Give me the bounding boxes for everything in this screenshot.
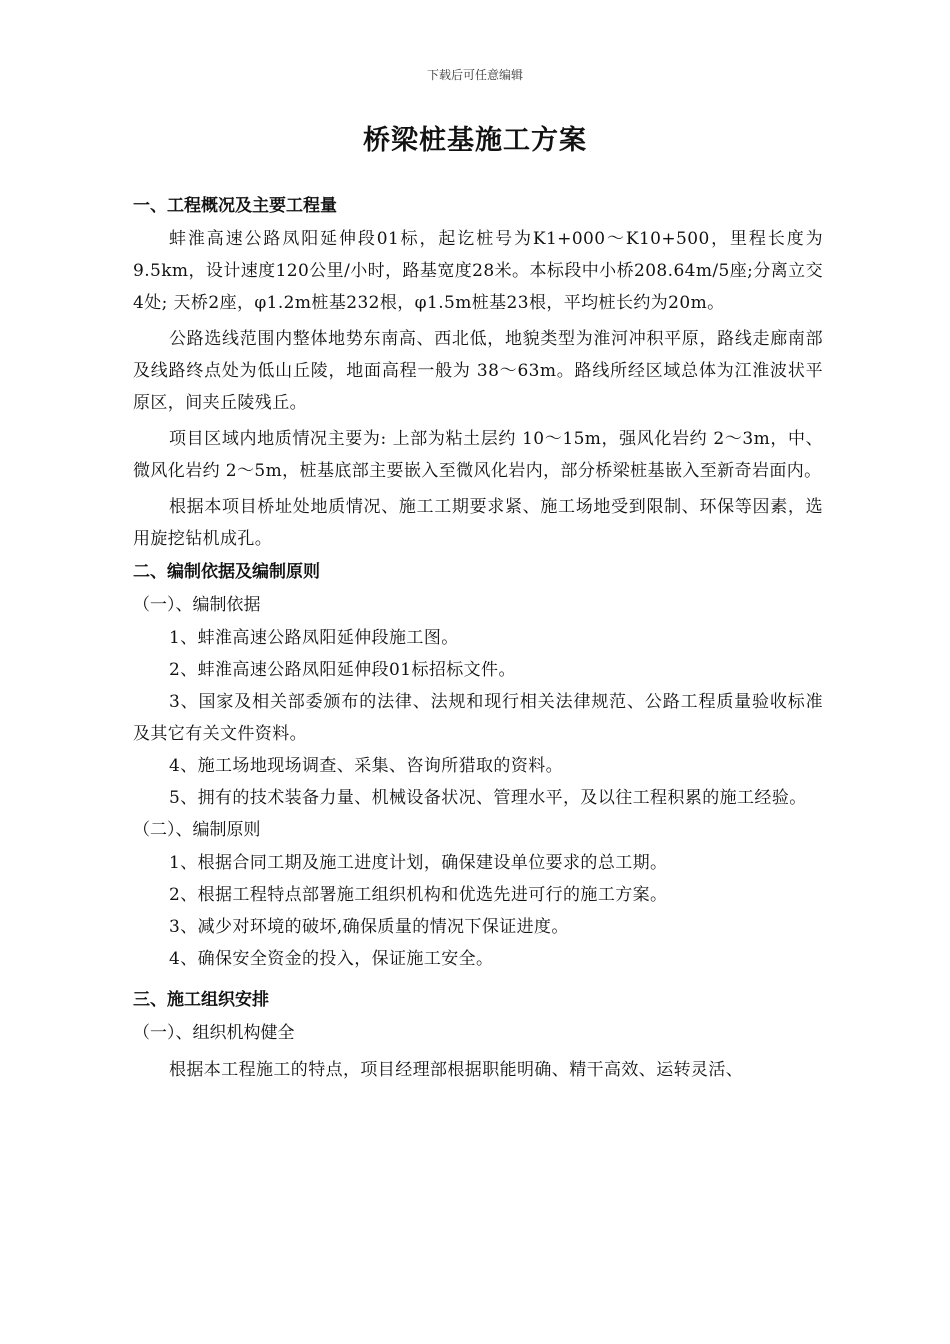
list-item: 1、蚌淮高速公路凤阳延伸段施工图。: [169, 628, 459, 648]
list-item: 3、国家及相关部委颁布的法律、法规和现行相关法律规范、公路工程质量验收标准及其它有关文件资料。: [133, 692, 823, 744]
list-item: 1、根据合同工期及施工进度计划，确保建设单位要求的总工期。: [169, 853, 668, 873]
list-item: 3、减少对环境的破坏,确保质量的情况下保证进度。: [169, 917, 569, 937]
document-body: [133, 189, 823, 1086]
list-item: 4、确保安全资金的投入，保证施工安全。: [169, 949, 494, 969]
paragraph: 根据本项目桥址处地质情况、施工工期要求紧、施工场地受到限制、环保等因素，选用旋挖钻机成孔。: [133, 497, 823, 549]
header-note: 下载后可任意编辑: [426, 68, 523, 82]
paragraph: 公路选线范围内整体地势东南高、西北低，地貌类型为淮河冲积平原，路线走廊南部及线路终点处为低山丘陵，地面高程一般为 38～63m。路线所经区域总体为江淮波状平原区，间夹丘陵残丘。: [133, 329, 823, 413]
paragraph: 根据本工程施工的特点，项目经理部根据职能明确、精干高效、运转灵活、: [169, 1060, 744, 1080]
subsection-heading: （一）、组织机构健全: [133, 1023, 295, 1043]
list-item: 5、拥有的技术装备力量、机械设备状况、管理水平，及以往工程积累的施工经验。: [169, 788, 807, 808]
list-item: 4、施工场地现场调查、采集、咨询所猎取的资料。: [169, 756, 564, 776]
section-heading-3: 三、施工组织安排: [133, 990, 269, 1010]
list-item: 2、根据工程特点部署施工组织机构和优选先进可行的施工方案。: [169, 885, 668, 905]
list-item: 2、蚌淮高速公路凤阳延伸段01标招标文件。: [169, 660, 516, 680]
section-heading-1: 一、工程概况及主要工程量: [133, 196, 337, 216]
section-heading-2: 二、编制依据及编制原则: [133, 562, 320, 582]
subsection-heading: （二）、编制原则: [133, 820, 261, 840]
paragraph: 蚌淮高速公路凤阳延伸段01标，起讫桩号为K1+000～K10+500，里程长度为9.5km，设计速度120公里/小时，路基宽度28米。本标段中小桥208.64m/5座;分离立交4处; 天桥2座，φ1.2m桩基232根，φ1.5m桩基23根，平均桩长约为20m。: [133, 229, 823, 313]
subsection-heading: （一）、编制依据: [133, 595, 261, 615]
page-title: 桥梁桩基施工方案: [363, 125, 587, 156]
paragraph: 项目区域内地质情况主要为: 上部为粘土层约 10～15m，强风化岩约 2～3m，中、微风化岩约 2～5m，桩基底部主要嵌入至微风化岩内，部分桥梁桩基嵌入至新奇岩面内。: [133, 429, 823, 481]
